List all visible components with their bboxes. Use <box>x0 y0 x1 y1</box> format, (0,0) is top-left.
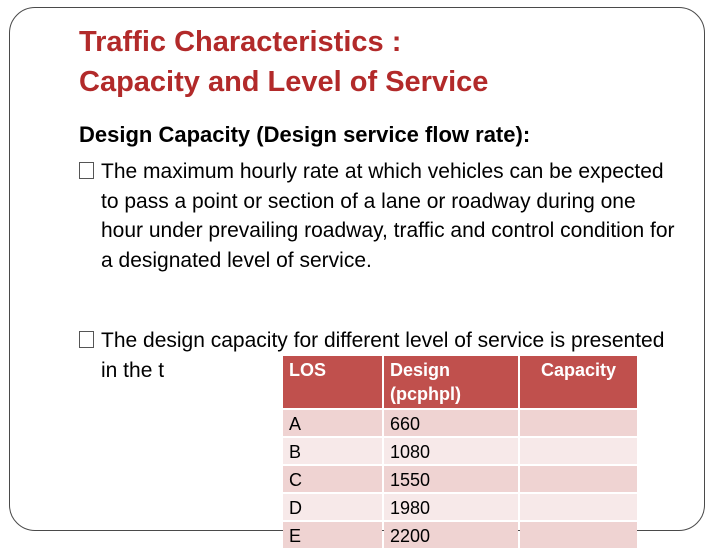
bullet-definition <box>79 157 679 275</box>
capacity-cell: 660 <box>384 410 518 436</box>
header-capacity: Capacity <box>520 356 637 408</box>
header-design: Design (pcphpl) <box>384 356 518 408</box>
table-row <box>283 494 637 520</box>
table-row <box>283 410 637 436</box>
capacity-cell: 1550 <box>384 466 518 492</box>
los-cell: E <box>283 522 382 548</box>
los-cell: D <box>283 494 382 520</box>
los-cell: A <box>283 410 382 436</box>
capacity-cell: 1980 <box>384 494 518 520</box>
checkbox-bullet-icon <box>79 331 94 348</box>
empty-cell <box>520 410 637 436</box>
los-cell: B <box>283 438 382 464</box>
checkbox-bullet-icon <box>79 162 94 179</box>
empty-cell <box>520 466 637 492</box>
empty-cell <box>520 494 637 520</box>
bullet-text: The maximum hourly rate at which vehicles can be expected to pass a point or section of a lane or roadway during one hour under prevailing roadway, traffic and control condition for a designated level of service. <box>101 160 675 272</box>
header-los: LOS <box>283 356 382 408</box>
los-capacity-table <box>281 354 639 550</box>
capacity-cell: 1080 <box>384 438 518 464</box>
los-cell: C <box>283 466 382 492</box>
slide-title <box>79 22 699 102</box>
title-line-1: Traffic Characteristics : <box>79 26 402 58</box>
bullet-text: The design capacity for different level of service is presented in the t <box>101 329 665 382</box>
table-row <box>283 438 637 464</box>
empty-cell <box>520 522 637 548</box>
table-row <box>283 466 637 492</box>
capacity-cell: 2200 <box>384 522 518 548</box>
empty-cell <box>520 438 637 464</box>
title-line-2: Capacity and Level of Service <box>79 66 489 98</box>
section-heading: Design Capacity (Design service flow rate): <box>79 122 531 147</box>
table-header-row <box>283 356 637 408</box>
table-row <box>283 522 637 548</box>
